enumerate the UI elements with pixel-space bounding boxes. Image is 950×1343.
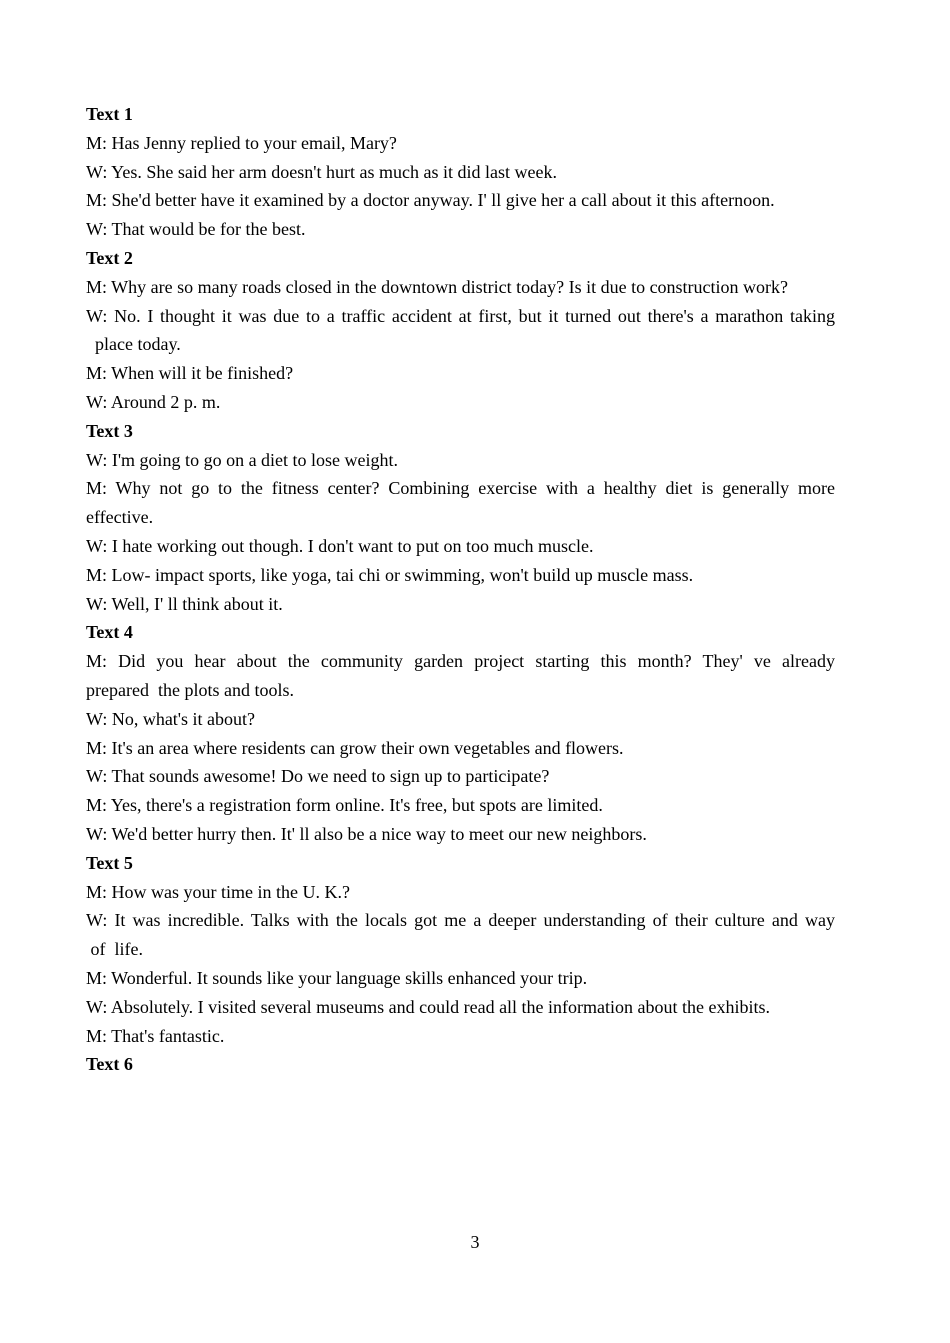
page-number: 3 xyxy=(470,1232,480,1252)
section-heading: Text 4 xyxy=(86,622,133,643)
dialogue-line: M: How was your time in the U. K.? xyxy=(86,881,350,902)
dialogue-line: W: I'm going to go on a diet to lose weight. xyxy=(86,449,399,470)
dialogue-line: M: Low- impact sports, like yoga, tai chi or swimming, won't build up muscle mass. xyxy=(86,564,694,585)
dialogue-line: W: No, what's it about? xyxy=(86,708,256,729)
dialogue-line-continuation: effective. xyxy=(86,507,154,528)
dialogue-line: M: Why not go to the fitness center? Combining exercise with a healthy diet is generally more xyxy=(86,478,835,499)
dialogue-line: M: When will it be finished? xyxy=(86,363,294,384)
dialogue-line: W: It was incredible. Talks with the locals got me a deeper understanding of their culture and way xyxy=(86,910,835,931)
dialogue-line: M: Did you hear about the community garden project starting this month? They' ve already xyxy=(86,651,835,672)
dialogue-line-continuation: prepared the plots and tools. xyxy=(86,679,294,700)
dialogue-line: W: I hate working out though. I don't want to put on too much muscle. xyxy=(86,535,594,556)
dialogue-line: W: We'd better hurry then. It' ll also be a nice way to meet our new neighbors. xyxy=(86,823,647,844)
dialogue-line: W: Around 2 p. m. xyxy=(86,391,221,412)
dialogue-line: W: That would be for the best. xyxy=(86,219,306,240)
dialogue-line: M: Has Jenny replied to your email, Mary? xyxy=(86,132,397,153)
dialogue-line: M: She'd better have it examined by a doctor anyway. I' ll give her a call about it this afternoon. xyxy=(86,190,775,211)
dialogue-line: M: Yes, there's a registration form online. It's free, but spots are limited. xyxy=(86,795,603,816)
section-heading: Text 5 xyxy=(86,852,133,873)
dialogue-line-continuation: place today. xyxy=(86,334,181,355)
dialogue-line-continuation: of life. xyxy=(86,939,143,960)
dialogue-line: M: Why are so many roads closed in the downtown district today? Is it due to construction work? xyxy=(86,276,789,297)
dialogue-line: W: That sounds awesome! Do we need to sign up to participate? xyxy=(86,766,550,787)
dialogue-line: W: Well, I' ll think about it. xyxy=(86,593,283,614)
dialogue-line: W: No. I thought it was due to a traffic accident at first, but it turned out there's a marathon taking xyxy=(86,305,835,326)
section-heading: Text 6 xyxy=(86,1054,133,1075)
section-heading: Text 3 xyxy=(86,420,133,441)
dialogue-line: W: Yes. She said her arm doesn't hurt as much as it did last week. xyxy=(86,161,557,182)
section-heading: Text 2 xyxy=(86,247,133,268)
dialogue-line: M: Wonderful. It sounds like your language skills enhanced your trip. xyxy=(86,967,588,988)
document-body xyxy=(86,100,835,1079)
dialogue-line: W: Absolutely. I visited several museums and could read all the information about the exhibits. xyxy=(86,996,771,1017)
section-heading: Text 1 xyxy=(86,104,133,124)
dialogue-line: M: It's an area where residents can grow their own vegetables and flowers. xyxy=(86,737,624,758)
dialogue-line: M: That's fantastic. xyxy=(86,1025,225,1046)
